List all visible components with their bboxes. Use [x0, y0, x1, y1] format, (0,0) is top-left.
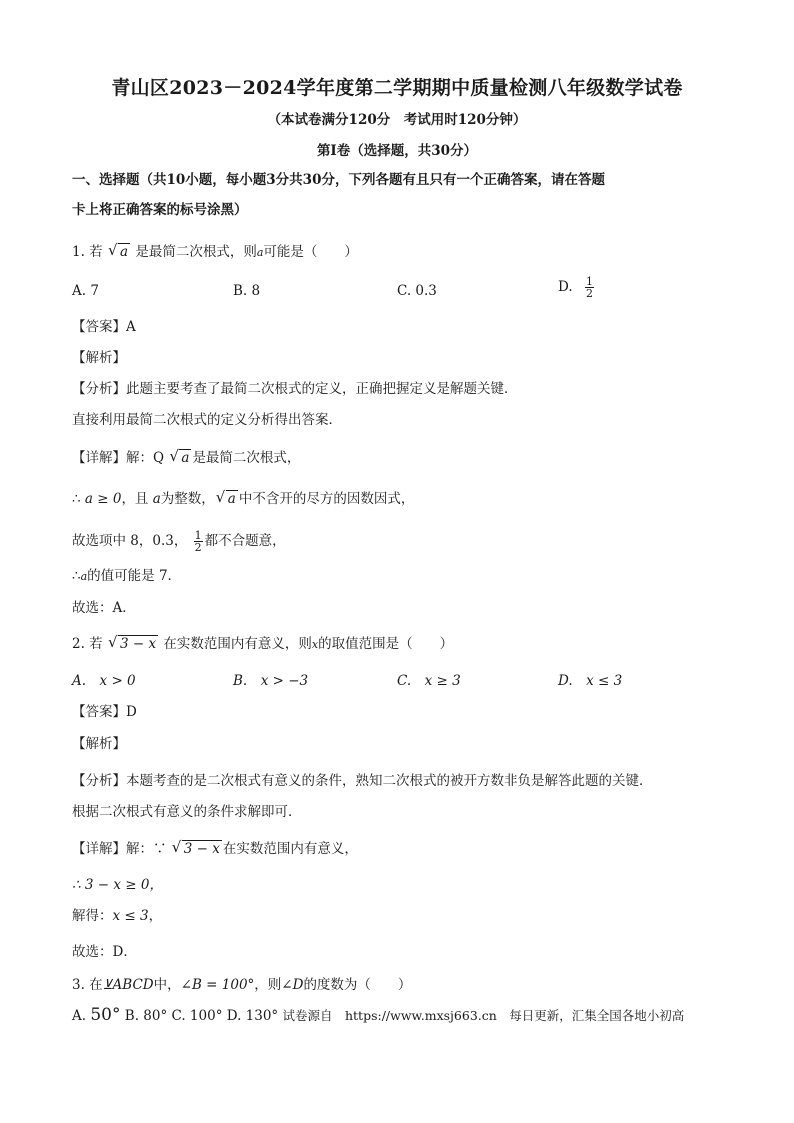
- q3-angle-2: ∠D: [281, 977, 304, 993]
- q1-detail: [72, 449, 300, 467]
- q3-angle: ∠B = 100°: [180, 977, 255, 993]
- q1-sqrt: [108, 243, 130, 261]
- q1-step-a-mid2: 为整数，: [160, 491, 215, 507]
- q1-step-a-sqrt: [216, 490, 238, 508]
- q1-fenxi: 【分析】此题主要考查了最简二次根式的定义，正确把握定义是解题关键．: [72, 381, 518, 397]
- q1-option-d-label: D.: [558, 279, 573, 295]
- q2-step-2: [72, 907, 162, 925]
- q2-detail-radicand: 3 − x: [183, 841, 220, 857]
- q1-step-a-radicand: a: [227, 491, 236, 507]
- q2-detail: [72, 840, 358, 858]
- q2-detail-suffix: 在实数范围内有意义，: [222, 841, 358, 857]
- q3-option-a-label: A.: [72, 1008, 87, 1024]
- q1-step-a-mid: ，且: [121, 491, 149, 507]
- q1-step-a-var: a: [152, 491, 161, 507]
- q2-detail-sqrt: [172, 840, 222, 858]
- q1-option-b: B. 8: [233, 283, 261, 299]
- q1-radicand: a: [119, 244, 129, 260]
- q2-answer: 【答案】D: [72, 704, 137, 720]
- q1-step-c-suffix: 的值可能是 7．: [87, 568, 182, 584]
- q2-middle: 在实数范围内有意义，则: [163, 636, 312, 652]
- q1-step-b: [72, 530, 286, 553]
- q1-middle: 是最简二次根式，则: [135, 244, 257, 260]
- section-title: 第Ⅰ卷（选择题，共30分）: [316, 143, 478, 159]
- q1-suffix: 可能是（ ）: [263, 244, 358, 260]
- q2-option-b: B. x > −3: [233, 673, 309, 689]
- q2-step-2-prefix: 解得：: [72, 908, 113, 924]
- q2-option-a: A. x > 0: [72, 673, 136, 689]
- q1-step-a-prefix: ∴: [72, 491, 81, 507]
- q3-prefix: 3. 在: [72, 977, 103, 993]
- q1-analysis-head: 【解析】: [72, 350, 126, 366]
- q1-answer: 【答案】A: [72, 319, 136, 335]
- instructions-line-2: 卡上将正确答案的标号涂黑）: [72, 202, 248, 218]
- question-3: [72, 976, 411, 994]
- q1-option-d-num: 1: [585, 275, 593, 288]
- q1-option-c: C. 0.3: [397, 283, 437, 299]
- question-1: [72, 243, 358, 262]
- exam-subtitle: （本试卷满分120分 考试用时120分钟）: [267, 112, 527, 128]
- q1-step-b-num: 1: [194, 529, 202, 542]
- q1-option-a: A. 7: [72, 283, 99, 299]
- q3-options-rest: B. 80° C. 100° D. 130°: [124, 1008, 279, 1024]
- q1-step-c-prefix: ∴: [72, 568, 81, 584]
- q2-radicand: 3 − x: [119, 636, 157, 652]
- q2-suffix: 的取值范围是（ ）: [318, 636, 454, 652]
- q1-step-a-math: a ≥ 0: [84, 491, 122, 507]
- q3-option-a-value: 50°: [90, 1005, 121, 1025]
- q1-prefix: 1. 若: [72, 244, 103, 260]
- q1-detail-radicand: a: [181, 450, 190, 466]
- q1-detail-suffix: 是最简二次根式，: [192, 450, 301, 466]
- exam-title: 青山区2023－2024学年度第二学期期中质量检测八年级数学试卷: [111, 77, 683, 99]
- q2-step-1: ∴ 3 − x ≥ 0，: [72, 877, 163, 893]
- q1-step-c: [72, 567, 181, 586]
- q2-prefix: 2. 若: [72, 636, 103, 652]
- q2-analysis-head: 【解析】: [72, 736, 126, 752]
- q3-mid: 中，: [153, 977, 181, 993]
- q3-mid2: ，则: [254, 977, 282, 993]
- q1-fenxi-2: 直接利用最简二次根式的定义分析得出答案．: [72, 412, 342, 428]
- q1-step-a: [72, 490, 414, 508]
- q2-option-c: C. x ≥ 3: [397, 673, 461, 689]
- q1-detail-sqrt: [169, 449, 191, 467]
- q1-step-b-frac: [194, 530, 203, 553]
- instructions-line-1: 一、选择题（共10小题，每小题3分共30分，下列各题有且只有一个正确答案，请在答题: [72, 172, 605, 188]
- q1-step-b-prefix: 故选项中 8，0.3，: [72, 533, 188, 549]
- q3-shape: ⊻ABCD: [102, 977, 154, 993]
- q2-choose: 故选：D．: [72, 944, 137, 960]
- q3-options: [72, 1006, 684, 1025]
- q1-step-b-den: 2: [194, 541, 202, 554]
- q1-var: a: [256, 246, 264, 259]
- q2-fenxi-2: 根据二次根式有意义的条件求解即可．: [72, 804, 302, 820]
- q1-option-d: [558, 276, 596, 299]
- q2-step-2-math: x ≤ 3: [112, 908, 149, 924]
- q2-var: x: [311, 638, 319, 651]
- watermark-text: 试卷源自 https://www.mxsj663.cn 每日更新，汇集全国各地小初高: [282, 1008, 685, 1023]
- q3-suffix: 的度数为（ ）: [303, 977, 412, 993]
- q1-option-d-frac: [585, 276, 594, 299]
- q2-sqrt: [108, 635, 158, 653]
- question-2: [72, 635, 453, 654]
- q1-option-d-den: 2: [585, 287, 593, 300]
- q1-step-b-suffix: 都不合题意，: [204, 533, 286, 549]
- q2-detail-prefix: 【详解】解：∵: [72, 841, 167, 857]
- q1-choose: 故选：A．: [72, 600, 136, 616]
- q1-step-a-suffix: 中不含开的尽方的因数因式，: [238, 491, 415, 507]
- q1-step-c-var: a: [80, 570, 88, 583]
- q2-step-2-suffix: ，: [148, 908, 163, 924]
- q2-fenxi: 【分析】本题考查的是二次根式有意义的条件，熟知二次根式的被开方数非负是解答此题的关键．: [72, 773, 653, 789]
- q1-detail-prefix: 【详解】解：Q: [72, 450, 165, 466]
- q2-option-d: D. x ≤ 3: [558, 673, 623, 689]
